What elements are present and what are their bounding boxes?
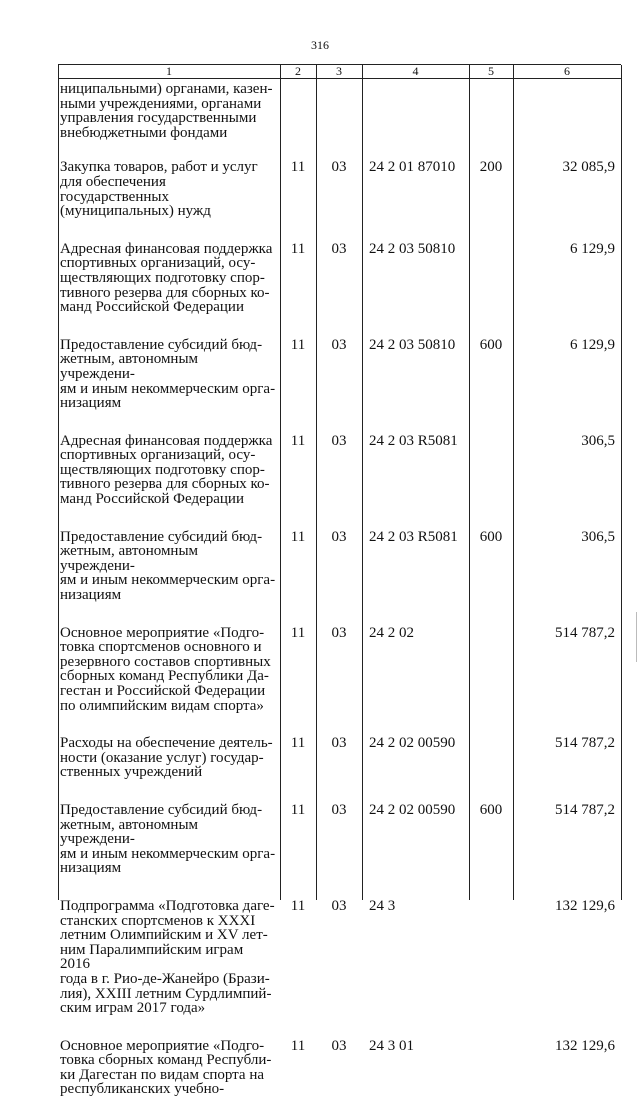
table-row — [58, 530, 621, 626]
table-header — [58, 65, 621, 79]
table-row — [58, 434, 621, 530]
table-border-right — [621, 65, 622, 900]
row-section: 11 — [290, 240, 306, 257]
row-subsection: 03 — [331, 897, 347, 914]
row-description: Предоставление субсидий бюд- жетным, автономным учреждени- ям и иным некоммерческим орга- низациям — [60, 528, 276, 604]
row-subsection: 03 — [331, 240, 347, 257]
column-header: 2 — [295, 64, 301, 78]
table-body — [58, 82, 621, 1120]
column-header: 1 — [166, 64, 172, 78]
table-row — [58, 899, 621, 1039]
row-subsection: 03 — [331, 1037, 347, 1054]
row-amount: 132 129,6 — [555, 897, 615, 914]
row-description: Основное мероприятие «Подго- товка сборных команд Республи- ки Дагестан по видам спорта на республиканских учебно- — [60, 1037, 272, 1098]
row-subsection: 03 — [331, 336, 347, 353]
row-description: Подпрограмма «Подготовка даге- станских спортсменов к XXXI летним Олимпийским и XV лет- ним Паралимпийским играм 2016 года в г. Рио-де-Жанейро (Брази- лия), XXIII летним Сурдлимпий- ским играм 2017 года» — [60, 897, 275, 1017]
table-row — [58, 736, 621, 803]
scan-artifact — [636, 612, 637, 662]
row-section: 11 — [290, 624, 306, 641]
row-target-code: 24 2 03 50810 — [369, 336, 456, 353]
row-section: 11 — [290, 432, 306, 449]
row-subsection: 03 — [331, 624, 347, 641]
column-header: 4 — [412, 64, 419, 78]
row-target-code: 24 3 01 — [369, 1037, 414, 1054]
row-target-code: 24 2 03 50810 — [369, 240, 456, 257]
row-description: Предоставление субсидий бюд- жетным, автономным учреждени- ям и иным некоммерческим орга- низациям — [60, 336, 276, 412]
row-amount: 132 129,6 — [555, 1037, 615, 1054]
row-description: Основное мероприятие «Подго- товка спортсменов основного и резервного составов спортивных сборных команд Республики Да- гестан и Российской Федерации по олимпийским видам спорта» — [60, 624, 271, 714]
row-section: 11 — [290, 735, 306, 752]
row-amount: 514 787,2 — [555, 801, 615, 818]
row-amount: 306,5 — [581, 528, 615, 545]
row-target-code: 24 2 02 00590 — [369, 735, 456, 752]
column-header: 6 — [564, 64, 570, 78]
row-expense-type: 200 — [479, 159, 503, 176]
row-amount: 514 787,2 — [555, 735, 615, 752]
table-row — [58, 338, 621, 434]
row-amount: 6 129,9 — [570, 336, 615, 353]
table-row — [58, 803, 621, 899]
row-description: ниципальными) органами, казен- ными учреждениями, органами управления государственными внебюджетными фондами — [60, 81, 273, 141]
row-amount: 306,5 — [581, 432, 615, 449]
row-section: 11 — [290, 159, 306, 176]
row-section: 11 — [290, 336, 306, 353]
row-amount: 6 129,9 — [570, 240, 615, 257]
budget-table — [58, 64, 621, 1098]
row-section: 11 — [290, 1037, 306, 1054]
table-row — [58, 82, 621, 160]
row-description: Расходы на обеспечение деятель- ности (оказание услуг) государ- ственных учреждений — [60, 735, 273, 781]
row-section: 11 — [290, 528, 306, 545]
row-description: Закупка товаров, работ и услуг для обеспечения государственных (муниципальных) нужд — [60, 159, 258, 220]
page-number: 316 — [311, 38, 329, 52]
row-subsection: 03 — [331, 801, 347, 818]
row-expense-type: 600 — [479, 801, 503, 818]
row-expense-type: 600 — [479, 528, 503, 545]
row-expense-type: 600 — [479, 336, 503, 353]
row-target-code: 24 2 02 00590 — [369, 801, 456, 818]
row-subsection: 03 — [331, 432, 347, 449]
row-section: 11 — [290, 897, 306, 914]
table-row — [58, 626, 621, 737]
table-row — [58, 242, 621, 338]
row-section: 11 — [290, 801, 306, 818]
row-target-code: 24 2 03 R5081 — [369, 432, 458, 449]
row-target-code: 24 2 01 87010 — [369, 159, 456, 176]
row-amount: 514 787,2 — [555, 624, 615, 641]
table-row — [58, 1039, 621, 1120]
column-header: 5 — [488, 64, 494, 78]
row-target-code: 24 3 — [369, 897, 396, 914]
row-description: Адресная финансовая поддержка спортивных организаций, осу- ществляющих подготовку спор- тивного резерва для сборных ко- манд Российской Федерации — [60, 240, 273, 316]
row-description: Адресная финансовая поддержка спортивных организаций, осу- ществляющих подготовку спор- тивного резерва для сборных ко- манд Российской Федерации — [60, 432, 273, 508]
column-header: 3 — [336, 64, 342, 78]
row-subsection: 03 — [331, 735, 347, 752]
row-target-code: 24 2 02 — [369, 624, 414, 641]
row-subsection: 03 — [331, 528, 347, 545]
table-row — [58, 160, 621, 241]
row-target-code: 24 2 03 R5081 — [369, 528, 458, 545]
row-subsection: 03 — [331, 159, 347, 176]
row-amount: 32 085,9 — [562, 159, 615, 176]
row-description: Предоставление субсидий бюд- жетным, автономным учреждени- ям и иным некоммерческим орга- низациям — [60, 801, 276, 877]
